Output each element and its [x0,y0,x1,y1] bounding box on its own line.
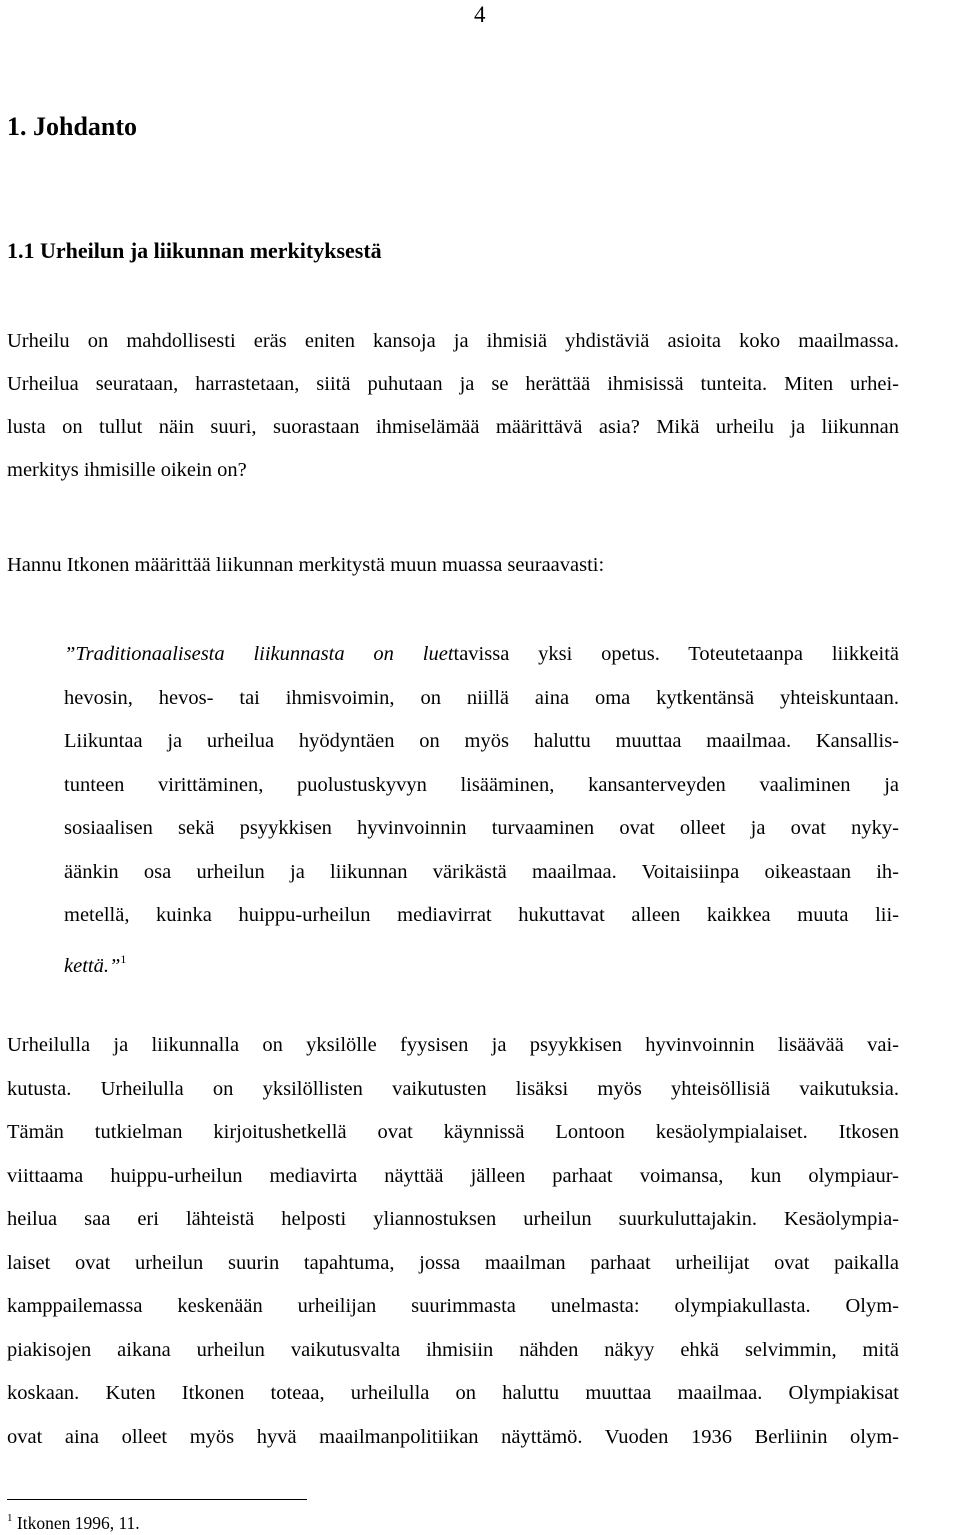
quote-line [64,938,899,982]
paragraph-quote-intro [7,544,899,587]
paragraph-line: lusta on tullut näin suuri, suorastaan ihmiselämää määrittävä asia? Mikä urheilu ja liikunnan [7,416,899,438]
quote-line-rest: tavissa yksi opetus. Toteutetaanpa liikkeitä [453,643,899,665]
quote-line: hevosin, hevos- tai ihmisvoimin, on niillä aina oma kytkentänsä yhteiskuntaan. [64,686,899,709]
quote-line [64,633,899,677]
quote-italic-end: kettä.” [64,954,121,977]
paragraph-line: Urheilua seurataan, harrastetaan, siitä puhutaan ja se herättää ihmisissä tunteita. Miten urhei- [7,373,899,395]
page-number: 4 [474,2,486,27]
quote-line: sosiaalisen sekä psyykkisen hyvinvoinnin turvaaminen ovat olleet ja ovat nyky- [64,817,899,839]
footnote-number: 1 [7,1512,13,1524]
chapter-heading: 1. Johdanto [7,112,138,141]
paragraph-line: Tämän tutkielman kirjoitushetkellä ovat käynnissä Lontoon kesäolympialaiset. Itkosen [7,1121,899,1143]
paragraph-line: koskaan. Kuten Itkonen toteaa, urheilulla on haluttu muuttaa maailmaa. Olympiakisat [7,1382,899,1404]
paragraph-line: kamppailemassa keskenään urheilijan suurimmasta unelmasta: olympiakullasta. Olym- [7,1295,899,1317]
paragraph-line: ovat aina olleet myös hyvä maailmanpolitiikan näyttämö. Vuoden 1936 Berliinin olym- [7,1425,899,1448]
footnote-reference[interactable]: 1 [120,951,127,966]
footnote-text: Itkonen 1996, 11. [16,1513,140,1533]
block-quote [64,633,899,981]
footnote [7,1512,140,1534]
paragraph-line: merkitys ihmisille oikein on? [7,459,247,481]
paragraph-line: kutusta. Urheilulla on yksilöllisten vaikutusten lisäksi myös yhteisöllisiä vaikutuksia. [7,1077,899,1100]
quote-line: metellä, kuinka huippu-urheilun mediavirrat hukuttavat alleen kaikkea muuta lii- [64,904,899,926]
paragraph-line: heilua saa eri lähteistä helposti yliannostuksen urheilun suurkuluttajakin. Kesäolympia- [7,1208,899,1230]
footnote-divider [7,1499,307,1500]
quote-line: tunteen virittäminen, puolustuskyvyn lisääminen, kansanterveyden vaaliminen ja [64,773,899,796]
paragraph-line: laiset ovat urheilun suurin tapahtuma, jossa maailman parhaat urheilijat ovat paikalla [7,1251,899,1274]
paragraph-olympics [7,1024,899,1459]
paragraph-line: Hannu Itkonen määrittää liikunnan merkitystä muun muassa seuraavasti: [7,554,605,576]
section-heading: 1.1 Urheilun ja liikunnan merkityksestä [7,238,382,263]
quote-line: äänkin osa urheilun ja liikunnan värikästä maailmaa. Voitaisiinpa oikeastaan ih- [64,860,899,883]
quote-italic-start: ”Traditionaalisesta liikunnasta on luet [64,643,454,665]
paragraph-line: Urheilu on mahdollisesti eräs eniten kansoja ja ihmisiä yhdistäviä asioita koko maailmassa. [7,330,899,352]
paragraph-line: viittaama huippu-urheilun mediavirta näyttää jälleen parhaat voimansa, kun olympiaur- [7,1164,899,1187]
paragraph-line: Urheilulla ja liikunnalla on yksilölle fyysisen ja psyykkisen hyvinvoinnin lisäävää vai- [7,1034,899,1056]
quote-line: Liikuntaa ja urheilua hyödyntäen on myös haluttu muuttaa maailmaa. Kansallis- [64,730,899,752]
paragraph-line: piakisojen aikana urheilun vaikutusvalta ihmisiin nähden näkyy ehkä selvimmin, mitä [7,1338,899,1361]
paragraph-intro [7,320,899,492]
